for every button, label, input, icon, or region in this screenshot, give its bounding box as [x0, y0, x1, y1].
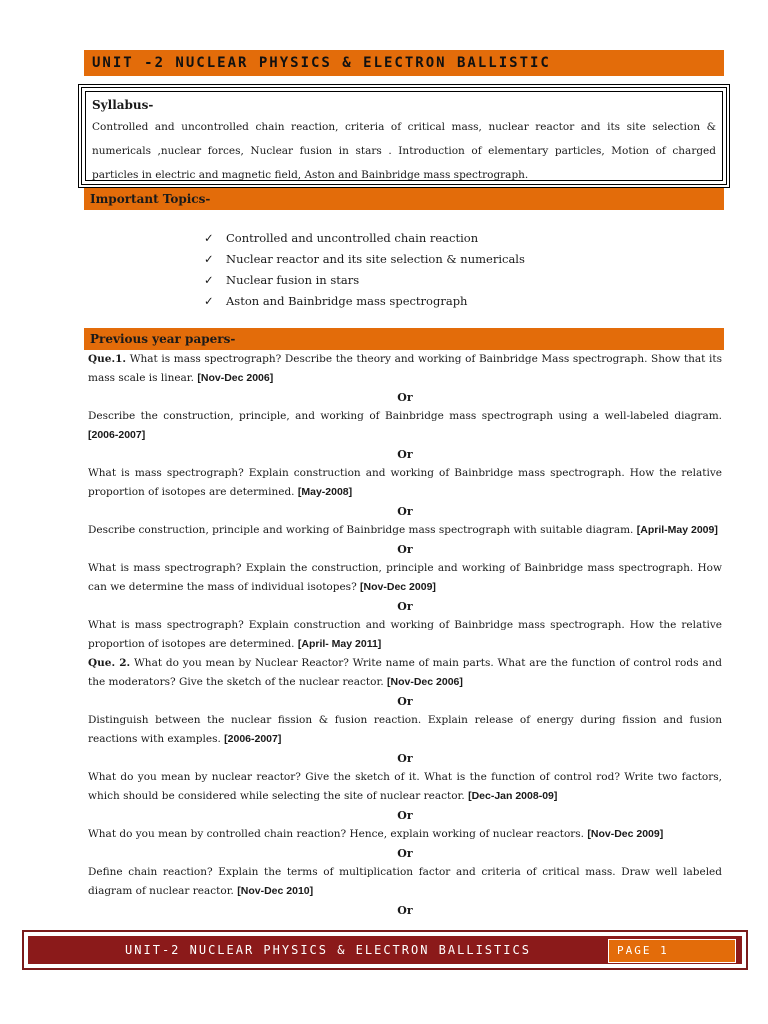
question-year: [Nov-Dec 2009] [360, 581, 436, 593]
question-number: Que.1. [88, 353, 127, 365]
question-entry [88, 521, 722, 540]
question-text: Define chain reaction? Explain the terms of multiplication factor and criteria of critical mass. Draw well labeled diagram of nuclear reactor. [88, 866, 722, 897]
syllabus-box [78, 84, 730, 188]
topic-text: Controlled and uncontrolled chain reaction [226, 231, 479, 245]
question-text: Describe construction, principle and working of Bainbridge mass spectrograph with suitable diagram. [88, 524, 634, 536]
or-separator: Or [397, 695, 413, 708]
footer-title: UNIT-2 NUCLEAR PHYSICS & ELECTRON BALLISTICS [125, 943, 531, 957]
list-item [204, 228, 525, 249]
important-topics-list [204, 228, 525, 312]
checkmark-icon: ✓ [204, 231, 214, 245]
question-year: [April- May 2011] [297, 638, 382, 650]
question-entry [88, 464, 722, 502]
question-year: [2006-2007] [88, 429, 146, 441]
important-topics-heading: Important Topics- [84, 188, 724, 210]
list-item [204, 249, 525, 270]
previous-papers-body [88, 350, 722, 920]
page-footer [22, 930, 748, 970]
syllabus-inner [85, 91, 723, 181]
question-year: [April-May 2009] [636, 524, 718, 536]
question-year: [Nov-Dec 2010] [237, 885, 314, 897]
or-separator: Or [397, 543, 413, 556]
question-text: What is mass spectrograph? Explain construction and working of Bainbridge mass spectrograph. How the relative proportion of isotopes are determined. [88, 619, 722, 650]
or-separator: Or [397, 600, 413, 613]
question-text: What is mass spectrograph? Explain the construction, principle and working of Bainbridge mass spectrograph. How can we determine the mass of individual isotopes? [88, 562, 722, 593]
page-number: PAGE 1 [608, 939, 736, 963]
or-separator: Or [397, 505, 413, 518]
question-entry [88, 768, 722, 806]
syllabus-text: Controlled and uncontrolled chain reaction, criteria of critical mass, nuclear reactor and its site selection & numericals ,nuclear forces, Nuclear fusion in stars . Introduction of elementary particles, Motion of charged particles in electric and magnetic field, Aston and Bainbridge mass spectrograph. [92, 121, 716, 181]
question-text: Distinguish between the nuclear fission & fusion reaction. Explain release of energy during fission and fusion reactions with examples. [88, 714, 722, 745]
checkmark-icon: ✓ [204, 294, 214, 308]
checkmark-icon: ✓ [204, 273, 214, 287]
or-separator: Or [397, 847, 413, 860]
question-year: [2006-2007] [224, 733, 282, 745]
topic-text: Aston and Bainbridge mass spectrograph [226, 294, 468, 308]
footer-bar [28, 936, 742, 964]
question-entry [88, 654, 722, 692]
list-item [204, 291, 525, 312]
question-entry [88, 616, 722, 654]
or-separator: Or [397, 904, 413, 917]
question-entry [88, 863, 722, 901]
question-entry [88, 559, 722, 597]
question-year: [Nov-Dec 2009] [587, 828, 664, 840]
or-separator: Or [397, 391, 413, 404]
or-separator: Or [397, 752, 413, 765]
unit-title-banner: UNIT -2 NUCLEAR PHYSICS & ELECTRON BALLISTIC [84, 50, 724, 76]
question-text: What is mass spectrograph? Explain construction and working of Bainbridge mass spectrograph. How the relative proportion of isotopes are determined. [88, 467, 722, 498]
question-year: [Nov-Dec 2006] [197, 372, 274, 384]
or-separator: Or [397, 448, 413, 461]
question-entry [88, 350, 722, 388]
question-text: What do you mean by Nuclear Reactor? Write name of main parts. What are the function of control rods and the moderators? Give the sketch of the nuclear reactor. [88, 657, 723, 688]
question-text: What do you mean by controlled chain reaction? Hence, explain working of nuclear reactors. [88, 828, 585, 840]
list-item [204, 270, 525, 291]
question-text: What is mass spectrograph? Describe the theory and working of Bainbridge Mass spectrograph. Show that its mass scale is linear. [88, 353, 722, 384]
question-year: [Dec-Jan 2008-09] [468, 790, 558, 802]
checkmark-icon: ✓ [204, 252, 214, 266]
or-separator: Or [397, 809, 413, 822]
question-year: [Nov-Dec 2006] [387, 676, 463, 688]
question-entry [88, 407, 722, 445]
topic-text: Nuclear fusion in stars [226, 273, 360, 287]
question-text: Describe the construction, principle, and working of Bainbridge mass spectrograph using a well-labeled diagram. [88, 410, 722, 422]
topic-text: Nuclear reactor and its site selection & numericals [226, 252, 525, 266]
previous-papers-heading: Previous year papers- [84, 328, 724, 350]
question-entry [88, 711, 722, 749]
question-year: [May-2008] [297, 486, 353, 498]
question-text: What do you mean by nuclear reactor? Give the sketch of it. What is the function of control rod? Write two factors, which should be considered while selecting the site of nuclear reactor. [88, 771, 722, 802]
syllabus-heading: Syllabus- [92, 98, 154, 112]
question-number: Que. 2. [88, 657, 131, 669]
question-entry [88, 825, 722, 844]
